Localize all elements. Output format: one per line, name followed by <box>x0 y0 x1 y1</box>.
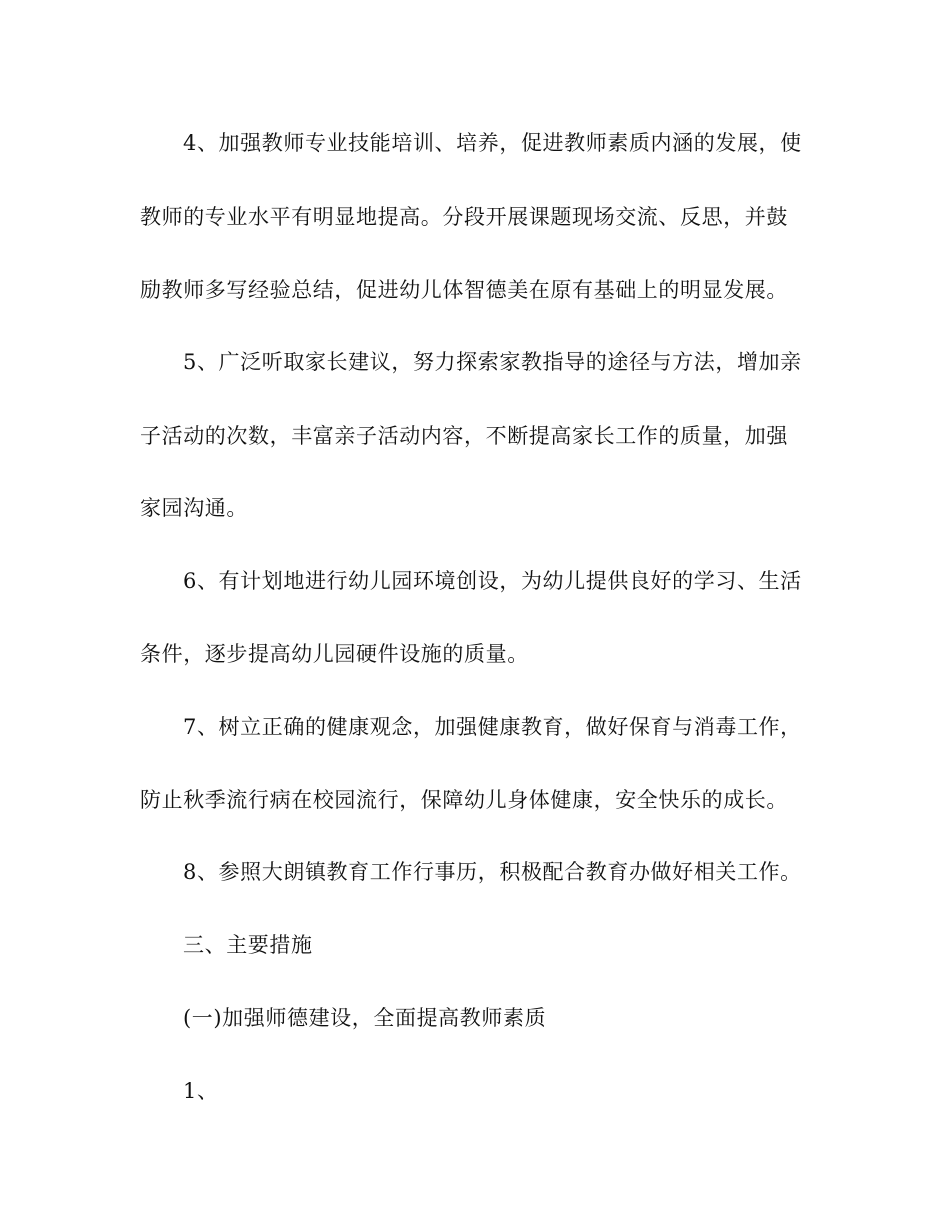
paragraph-4-line-2: 教师的专业水平有明显地提高。分段开展课题现场交流、反思，并鼓 <box>140 205 788 229</box>
paragraph-8-line-1: 8、参照大朗镇教育工作行事历，积极配合教育办做好相关工作。 <box>183 860 802 884</box>
paragraph-5-line-1: 5、广泛听取家长建议，努力探索家教指导的途径与方法，增加亲 <box>183 350 802 374</box>
paragraph-4-line-1: 4、加强教师专业技能培训、培养，促进教师素质内涵的发展，使 <box>183 131 802 155</box>
section-heading: 三、主要措施 <box>183 933 313 957</box>
paragraph-4-line-3: 励教师多写经验总结，促进幼儿体智德美在原有基础上的明显发展。 <box>140 278 788 302</box>
paragraph-6-line-1: 6、有计划地进行幼儿园环境创设，为幼儿提供良好的学习、生活 <box>183 569 802 593</box>
paragraph-5-line-2: 子活动的次数，丰富亲子活动内容，不断提高家长工作的质量，加强 <box>140 424 788 448</box>
paragraph-5-line-3: 家园沟通。 <box>140 496 248 520</box>
paragraph-7-line-1: 7、树立正确的健康观念，加强健康教育，做好保育与消毒工作， <box>183 715 802 739</box>
paragraph-7-line-2: 防止秋季流行病在校园流行，保障幼儿身体健康，安全快乐的成长。 <box>140 788 788 812</box>
list-item-start: 1、 <box>183 1079 219 1103</box>
paragraph-6-line-2: 条件，逐步提高幼儿园硬件设施的质量。 <box>140 642 529 666</box>
subsection-heading: (一)加强师德建设，全面提高教师素质 <box>183 1006 547 1030</box>
